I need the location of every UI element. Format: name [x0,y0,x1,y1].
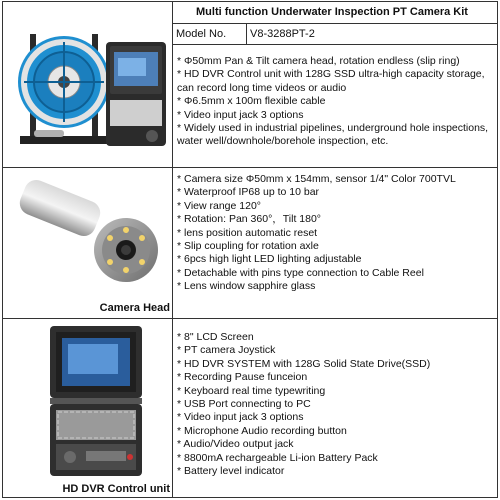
dvr-features-list [177,331,495,478]
product-title: Multi function Underwater Inspection PT Camera Kit [196,6,468,18]
list-item: * Waterproof IP68 up to 10 bar [177,186,320,199]
camera-head-image [14,176,164,296]
list-item: * HD DVR SYSTEM with 128G Solid State Drive(SSD) [177,357,431,370]
model-value: V8-3288PT-2 [250,28,315,40]
list-item: * Microphone Audio recording button [177,424,347,437]
camera-head-caption: Camera Head [99,302,170,314]
list-item: * USB Port connecting to PC [177,398,311,411]
list-item: * Audio/Video output jack [177,438,294,451]
list-item: * Slip coupling for rotation axle [177,240,319,253]
list-item: * 8" LCD Screen [177,331,254,343]
kit-features-list [177,55,495,149]
list-item: * Lens window sapphire glass [177,280,316,293]
list-item: * lens position automatic reset [177,226,318,239]
list-item: * Battery level indicator [177,465,285,478]
list-item: * Video input jack 3 options [177,108,304,121]
model-label: Model No. [176,28,227,40]
list-item: * Detachable with pins type connection to Cable Reel [177,266,424,279]
list-item: * PT camera Joystick [177,344,276,357]
list-item: * HD DVR Control unit with 128G SSD ultra-high capacity storage, can record long time videos or audio [177,68,485,94]
list-item: * Video input jack 3 options [177,411,304,424]
list-item: * Camera size Φ50mm x 154mm, sensor 1/4" Color 700TVL [177,173,456,185]
list-item: * Widely used in industrial pipelines, underground hole inspections, water well/downhole/borehole inspection, etc. [177,122,489,148]
list-item: * Rotation: Pan 360°，Tilt 180° [177,213,322,226]
list-item: * 8800mA rechargeable Li-ion Battery Pack [177,451,378,464]
list-item: * Φ6.5mm x 100m flexible cable [177,95,326,108]
list-item: * Recording Pause funceion [177,371,308,384]
list-item: * 6pcs high light LED lighting adjustable [177,253,362,266]
list-item: * Φ50mm Pan & Tilt camera head, rotation endless (slip ring) [177,55,460,67]
list-item: * View range 120° [177,199,261,212]
dvr-unit-image [46,324,146,480]
dvr-caption: HD DVR Control unit [62,483,170,495]
kit-image [6,24,170,164]
list-item: * Keyboard real time typewriting [177,384,326,397]
camera-features-list [177,173,495,294]
